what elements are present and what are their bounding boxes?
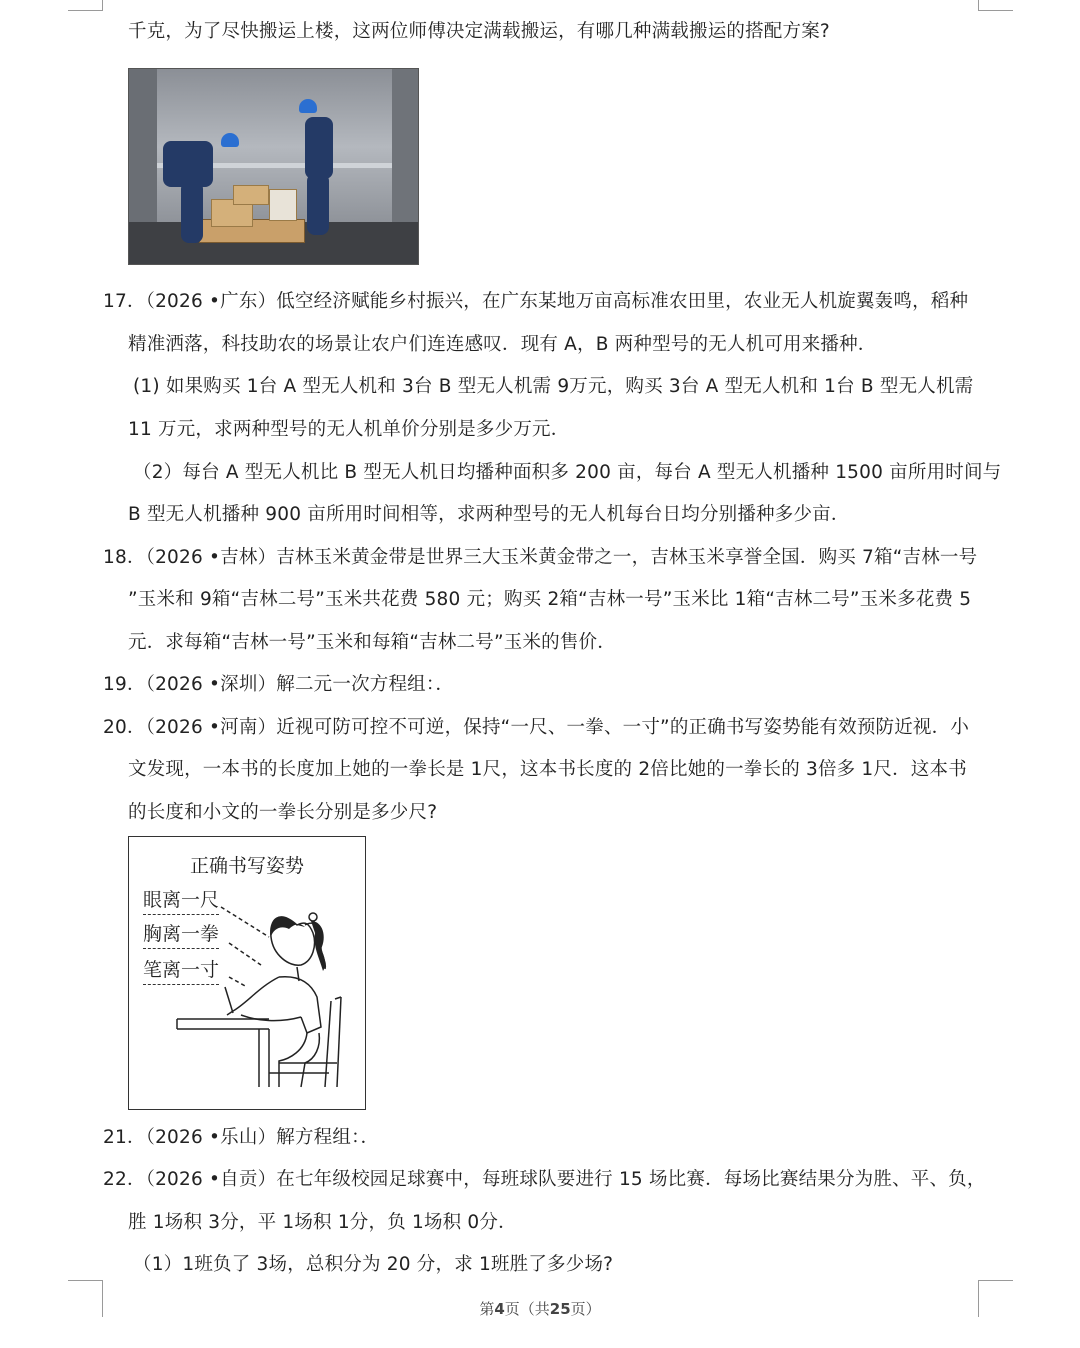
question-18-line-1: 18．（2026 •吉林）吉林玉米黄金带是世界三大玉米黄金带之一，吉林玉米享誉全国．购买 7箱“吉林一号 [103, 547, 978, 568]
footer-total-pages: 25 [549, 1300, 571, 1318]
question-21: 21．（2026 •乐山）解方程组：． [103, 1127, 380, 1148]
question-19: 19．（2026 •深圳）解二元一次方程组：． [103, 674, 455, 695]
question-17-line-3: (1) 如果购买 1台 A 型无人机和 3台 B 型无人机需 9万元，购买 3台 A 型无人机和 1台 B 型无人机需 [133, 376, 974, 397]
question-17-line-5: （2）每台 A 型无人机比 B 型无人机日均播种面积多 200 亩，每台 A 型无人机播种 1500 亩所用时间与 [133, 462, 1002, 483]
girl-writing-illustration [129, 837, 365, 1109]
figure-title: 正确书写姿势 [189, 855, 304, 877]
question-17-line-2: 精准洒落，科技助农的场景让农户们连连感叹．现有 A，B 两种型号的无人机可用来播种． [128, 334, 877, 355]
question-17-line-6: B 型无人机播种 900 亩所用时间相等，求两种型号的无人机每台日均分别播种多少亩． [128, 504, 850, 525]
footer-prefix: 第 [479, 1300, 495, 1318]
question-17-line-1: 17．（2026 •广东）低空经济赋能乡村振兴，在广东某地万亩高标准农田里，农业无人机旋翼轰鸣，稻种 [103, 291, 969, 312]
writing-posture-figure [128, 836, 366, 1110]
question-20-line-3: 的长度和小文的一拳长分别是多少尺? [128, 802, 438, 823]
question-22-line-3: （1）1班负了 3场，总积分为 20 分，求 1班胜了多少场? [133, 1254, 614, 1275]
question-22-line-2: 胜 1场积 3分，平 1场积 1分，负 1场积 0分． [128, 1212, 517, 1233]
footer-page-number: 4 [494, 1300, 505, 1318]
question-20-line-1: 20．（2026 •河南）近视可防可控不可逆，保持“一尺、一拳、一寸”的正确书写姿势能有效预防近视．小 [103, 717, 970, 738]
question-20-line-2: 文发现，一本书的长度加上她的一拳长是 1尺，这本书长度的 2倍比她的一拳长的 3倍多 1尺．这本书 [128, 759, 967, 780]
page-footer [0, 1298, 1080, 1319]
figure-label-pen: 笔离一寸 [143, 955, 219, 985]
elevator-workers-photo [128, 68, 419, 265]
footer-middle: 页（共 [504, 1300, 550, 1318]
question-17-line-4: 11 万元，求两种型号的无人机单价分别是多少万元． [128, 419, 570, 440]
question-16-tail: 千克，为了尽快搬运上楼，这两位师傅决定满载搬运，有哪几种满载搬运的搭配方案? [128, 21, 830, 42]
question-18-line-3: 元．求每箱“吉林一号”玉米和每箱“吉林二号”玉米的售价． [128, 632, 616, 653]
question-18-line-2: ”玉米和 9箱“吉林二号”玉米共花费 580 元；购买 2箱“吉林一号”玉米比 1箱“吉林二号”玉米多花费 5 [128, 589, 972, 610]
figure-label-chest: 胸离一拳 [143, 919, 219, 949]
crop-mark-top-left [68, 0, 103, 11]
figure-label-eye: 眼离一尺 [143, 885, 219, 915]
crop-mark-top-right [978, 0, 1013, 11]
footer-suffix: 页） [570, 1300, 601, 1318]
question-22-line-1: 22．（2026 •自贡）在七年级校园足球赛中，每班球队要进行 15 场比赛．每场比赛结果分为胜、平、负， [103, 1169, 986, 1190]
